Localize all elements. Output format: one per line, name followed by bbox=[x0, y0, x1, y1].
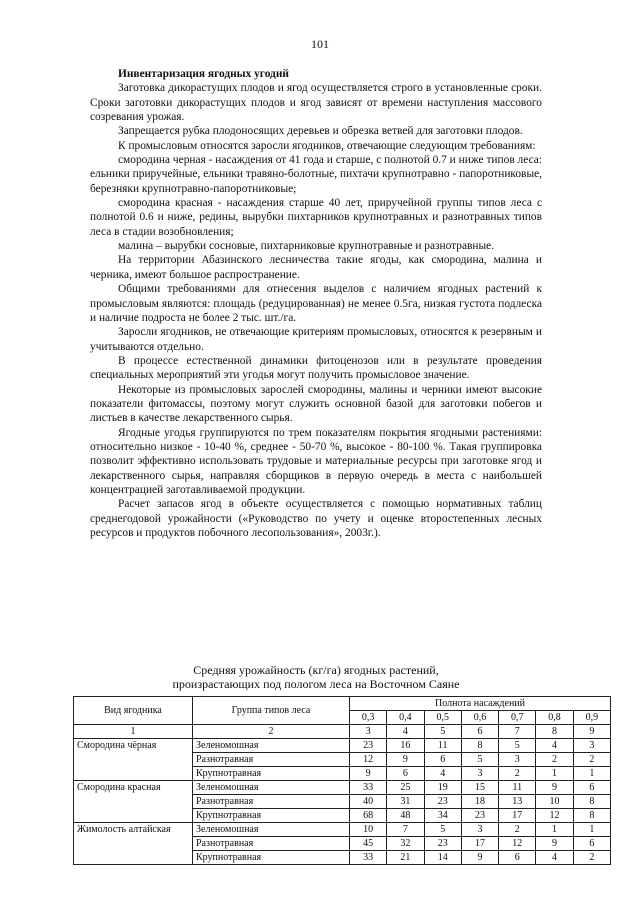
paragraph: Расчет запасов ягод в объекте осуществляется с помощью нормативных таблиц среднегодовой урожайности («Руководство по учету и оценке второстепенных лесных ресурсов и продуктов побочного лесопользования», 2003г.). bbox=[90, 498, 542, 539]
yield-value: 3 bbox=[461, 823, 498, 837]
column-number: 8 bbox=[536, 725, 573, 739]
yield-value: 9 bbox=[387, 753, 424, 767]
yield-value: 4 bbox=[536, 739, 573, 753]
yield-value: 2 bbox=[573, 753, 610, 767]
column-number-row bbox=[74, 725, 611, 739]
page-number: 101 bbox=[311, 37, 329, 51]
table-caption-line: Средняя урожайность (кг/га) ягодных растений, bbox=[193, 663, 439, 677]
table-header-row bbox=[74, 697, 611, 711]
yield-value: 31 bbox=[387, 795, 424, 809]
density-cell: 0,6 bbox=[461, 711, 498, 725]
yield-value: 13 bbox=[499, 795, 536, 809]
yield-value: 8 bbox=[461, 739, 498, 753]
density-cell: 0,7 bbox=[499, 711, 536, 725]
yield-value: 5 bbox=[461, 753, 498, 767]
yield-value: 40 bbox=[350, 795, 387, 809]
yield-value: 32 bbox=[387, 837, 424, 851]
yield-value: 48 bbox=[387, 809, 424, 823]
forest-group: Разнотравная bbox=[193, 795, 350, 809]
paragraph: малина – вырубки сосновые, пихтарниковые крупнотравные и разнотравные. bbox=[118, 240, 495, 253]
yield-value: 11 bbox=[499, 781, 536, 795]
yield-value: 11 bbox=[424, 739, 461, 753]
paragraph: В процессе естественной динамики фитоценозов или в результате проведения специальных мероприятий эти угодья могут получить промысловое значение. bbox=[90, 354, 542, 382]
yield-value: 2 bbox=[499, 823, 536, 837]
column-number: 1 bbox=[74, 725, 193, 739]
paragraph: смородина красная - насаждения старше 40 лет, приручейной группы типов леса с полнотой 0.6 и ниже, редины, вырубки пихтарников крупнотравных и разнотравных типов леса в стадии возобновления; bbox=[90, 197, 542, 238]
table-row bbox=[74, 823, 611, 837]
forest-group: Зеленомошная bbox=[193, 823, 350, 837]
paragraph: Общими требованиями для отнесения выделов с наличием ягодных растений к промысловым являются: площадь (редуцированная) не менее 0.5га, низкая густота подлеска и наличие подроста не более 2 тыс. шт./га. bbox=[90, 283, 542, 324]
yield-value: 12 bbox=[499, 837, 536, 851]
yield-value: 1 bbox=[536, 823, 573, 837]
species-name: Смородина красная bbox=[74, 781, 193, 823]
yield-value: 6 bbox=[573, 781, 610, 795]
yield-value: 3 bbox=[573, 739, 610, 753]
species-name: Смородина чёрная bbox=[74, 739, 193, 781]
table-caption-line: произрастающих под пологом леса на Восточном Саяне bbox=[172, 677, 460, 691]
yield-value: 8 bbox=[573, 795, 610, 809]
density-cell: 0,4 bbox=[387, 711, 424, 725]
paragraph: Некоторые из промысловых зарослей смородины, малины и черники имеют высокие показатели фитомассы, поэтому могут служить основной базой для заготовки побегов и листьев в качестве лекарственного сырья. bbox=[90, 383, 542, 425]
yield-value: 8 bbox=[573, 809, 610, 823]
yield-value: 34 bbox=[424, 809, 461, 823]
column-number: 3 bbox=[350, 725, 387, 739]
column-number: 4 bbox=[387, 725, 424, 739]
yield-value: 21 bbox=[387, 851, 424, 865]
table-caption bbox=[90, 663, 542, 691]
yield-value: 9 bbox=[536, 781, 573, 795]
density-cell: 0,9 bbox=[573, 711, 610, 725]
yield-value: 5 bbox=[499, 739, 536, 753]
paragraph: смородина черная - насаждения от 41 года и старше, с полнотой 0.7 и ниже типов леса: ельники приручейные, ельники травяно-болотные, пихтачи крупнотравно - папоротниковые, березняки крупнотравно-папоротниковые; bbox=[90, 154, 542, 195]
header-density: Полнота насаждений bbox=[350, 697, 611, 711]
yield-table bbox=[73, 696, 611, 865]
forest-group: Зеленомошная bbox=[193, 739, 350, 753]
yield-value: 23 bbox=[350, 739, 387, 753]
density-cell: 0,5 bbox=[424, 711, 461, 725]
forest-group: Разнотравная bbox=[193, 753, 350, 767]
yield-value: 25 bbox=[387, 781, 424, 795]
yield-value: 6 bbox=[499, 851, 536, 865]
yield-value: 10 bbox=[536, 795, 573, 809]
yield-value: 33 bbox=[350, 851, 387, 865]
yield-value: 12 bbox=[350, 753, 387, 767]
yield-value: 14 bbox=[424, 851, 461, 865]
yield-value: 4 bbox=[424, 767, 461, 781]
yield-value: 9 bbox=[536, 837, 573, 851]
yield-value: 15 bbox=[461, 781, 498, 795]
yield-value: 68 bbox=[350, 809, 387, 823]
paragraph: К промысловым относятся заросли ягодников, отвечающие следующим требованиям: bbox=[118, 139, 536, 152]
column-number: 5 bbox=[424, 725, 461, 739]
yield-value: 45 bbox=[350, 837, 387, 851]
yield-value: 17 bbox=[499, 809, 536, 823]
column-number: 9 bbox=[573, 725, 610, 739]
yield-value: 23 bbox=[461, 809, 498, 823]
yield-value: 33 bbox=[350, 781, 387, 795]
yield-value: 5 bbox=[424, 823, 461, 837]
yield-value: 23 bbox=[424, 795, 461, 809]
yield-value: 1 bbox=[573, 767, 610, 781]
yield-table-body bbox=[74, 697, 611, 865]
yield-value: 1 bbox=[536, 767, 573, 781]
header-group: Группа типов леса bbox=[193, 697, 350, 725]
column-number: 7 bbox=[499, 725, 536, 739]
yield-value: 1 bbox=[573, 823, 610, 837]
forest-group: Крупнотравная bbox=[193, 851, 350, 865]
yield-value: 16 bbox=[387, 739, 424, 753]
paragraph: Заросли ягодников, не отвечающие критериям промысловых, относятся к резервным и учитываются отдельно. bbox=[90, 326, 542, 353]
forest-group: Зеленомошная bbox=[193, 781, 350, 795]
yield-value: 6 bbox=[424, 753, 461, 767]
yield-value: 10 bbox=[350, 823, 387, 837]
yield-value: 2 bbox=[573, 851, 610, 865]
yield-value: 7 bbox=[387, 823, 424, 837]
section-heading: Инвентаризация ягодных угодий bbox=[118, 68, 289, 80]
yield-value: 17 bbox=[461, 837, 498, 851]
paragraph: Запрещается рубка плодоносящих деревьев и обрезка ветвей для заготовки плодов. bbox=[118, 125, 523, 138]
column-number: 2 bbox=[193, 725, 350, 739]
yield-value: 3 bbox=[499, 753, 536, 767]
yield-value: 9 bbox=[461, 851, 498, 865]
density-cell: 0,3 bbox=[350, 711, 387, 725]
yield-value: 23 bbox=[424, 837, 461, 851]
paragraph: Ягодные угодья группируются по трем показателям покрытия ягодными растениями: относительно низкое - 10-40 %, среднее - 50-70 %, высокое - 80-100 %. Такая группировка позволит эффективно использовать трудовые и материальные ресурсы при заготовке ягод и лекарственного сырья, направляя сборщиков в первую очередь в места с наибольшей концентрацией заготавливаемой продукции. bbox=[90, 426, 542, 496]
species-name: Жимолость алтайская bbox=[74, 823, 193, 865]
table-row bbox=[74, 739, 611, 753]
forest-group: Разнотравная bbox=[193, 837, 350, 851]
yield-value: 3 bbox=[461, 767, 498, 781]
density-cell: 0,8 bbox=[536, 711, 573, 725]
body-text bbox=[90, 67, 542, 540]
yield-value: 18 bbox=[461, 795, 498, 809]
yield-value: 6 bbox=[573, 837, 610, 851]
yield-value: 9 bbox=[350, 767, 387, 781]
yield-value: 2 bbox=[536, 753, 573, 767]
column-number: 6 bbox=[461, 725, 498, 739]
paragraph: Заготовка дикорастущих плодов и ягод осуществляется строго в установленные сроки. Сроки заготовки дикорастущих плодов и ягод зависят от времени наступления массового созревания урожая. bbox=[90, 82, 542, 124]
yield-value: 2 bbox=[499, 767, 536, 781]
header-species: Вид ягодника bbox=[74, 697, 193, 725]
yield-value: 19 bbox=[424, 781, 461, 795]
yield-value: 6 bbox=[387, 767, 424, 781]
table-row bbox=[74, 781, 611, 795]
forest-group: Крупнотравная bbox=[193, 767, 350, 781]
yield-value: 12 bbox=[536, 809, 573, 823]
yield-value: 4 bbox=[536, 851, 573, 865]
paragraph: На территории Абазинского лесничества такие ягоды, как смородина, малина и черника, имеют большое распространение. bbox=[90, 254, 542, 281]
forest-group: Крупнотравная bbox=[193, 809, 350, 823]
